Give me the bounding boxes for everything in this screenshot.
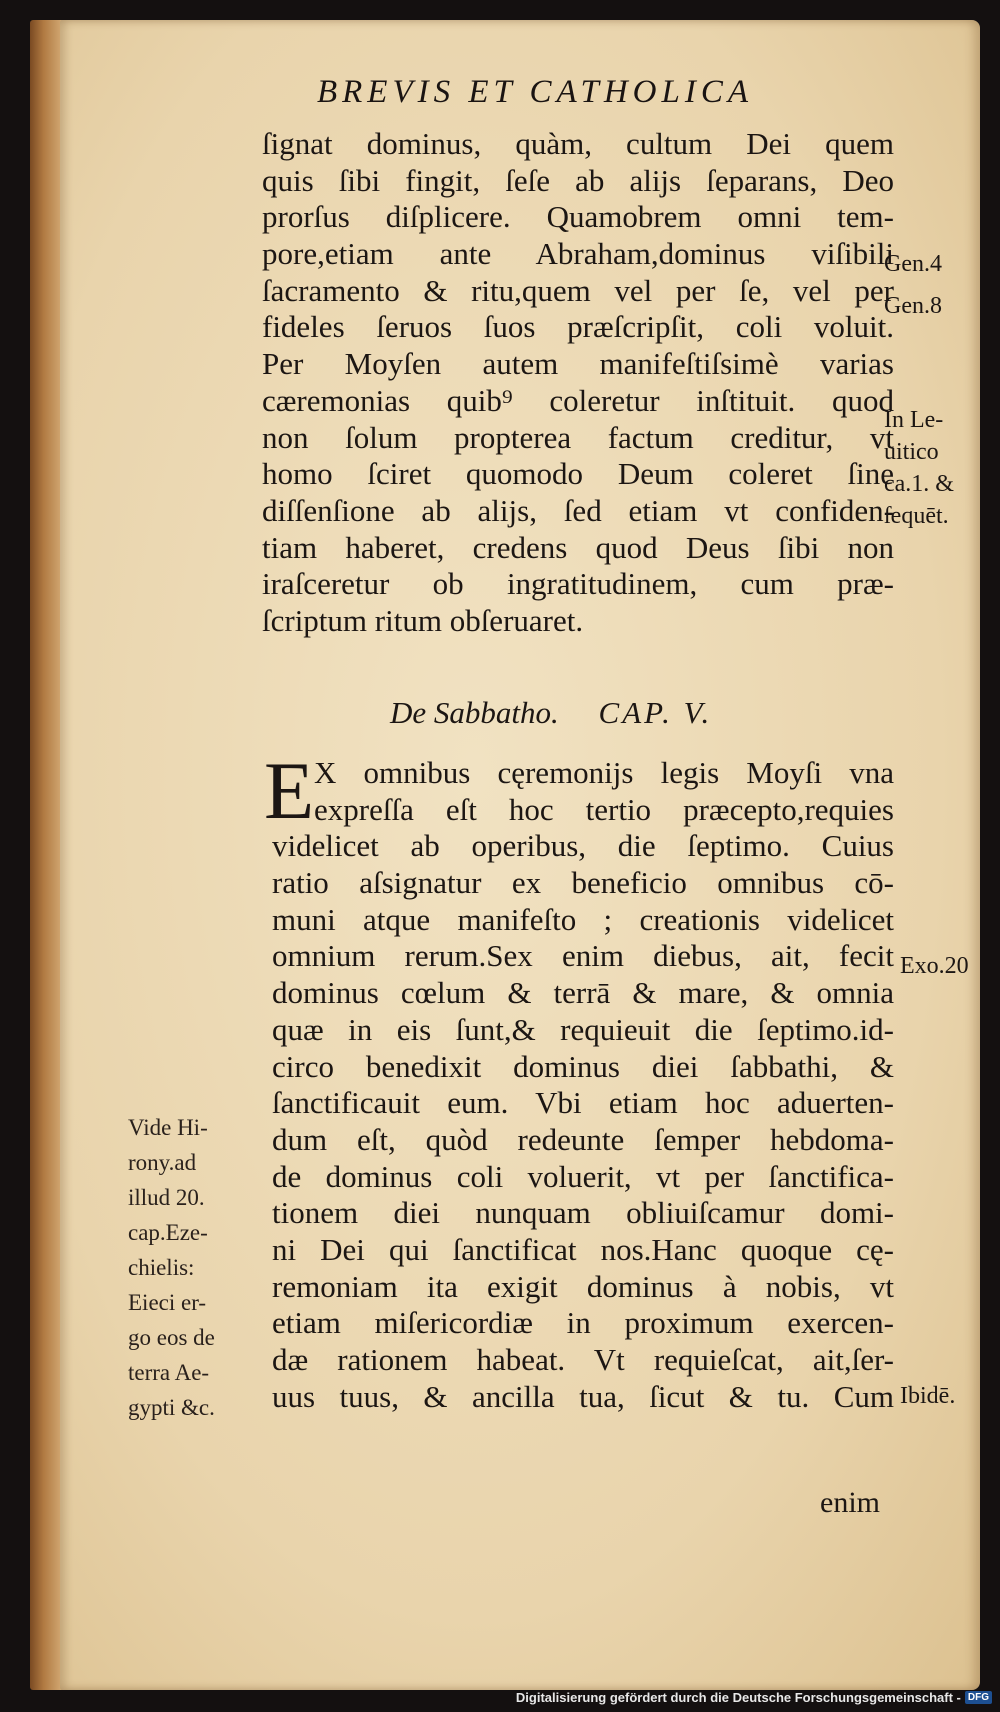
text-line: X omnibus cęremonijs legis Moyſi vna	[314, 755, 894, 790]
text-line: diſſenſione ab alijs, ſed etiam vt confiden-	[262, 492, 894, 528]
margin-note-line: go eos de	[128, 1325, 215, 1350]
text-line: uus tuus, & ancilla tua, ſicut & tu. Cum	[272, 1378, 894, 1414]
margin-note-line: illud 20.	[128, 1185, 205, 1210]
margin-note-ibidem: Ibidē.	[900, 1383, 956, 1409]
chapter-heading	[390, 695, 770, 739]
text-line: prorſus diſplicere. Quamobrem omni tem-	[262, 199, 894, 235]
text-line: tiam haberet, credens quod Deus ſibi non	[262, 529, 894, 565]
margin-note-line: Vide Hi-	[128, 1115, 208, 1140]
margin-note-exodus: Exo.20	[900, 953, 969, 979]
margin-note-line: gypti &c.	[128, 1395, 215, 1420]
margin-note-line: Eieci er-	[128, 1290, 207, 1315]
text-line: etiam miſericordiæ in proximum exercen-	[272, 1305, 894, 1341]
text-line: dominus cœlum & terrā & mare, & omnia	[272, 975, 894, 1011]
running-head: BREVIS ET CATHOLICA	[316, 74, 753, 110]
text-line: remoniam ita exigit dominus à nobis, vt	[272, 1268, 894, 1304]
upper-text-block	[262, 126, 894, 640]
margin-note-gen8: Gen.8	[884, 293, 942, 319]
text-line: Per Moyſen autem manifeſtiſsimè varias	[262, 346, 894, 382]
text-line: homo ſciret quomodo Deum coleret ſine	[262, 456, 894, 492]
margin-note-line: ca.1. &	[884, 471, 954, 497]
catchword: enim	[820, 1486, 880, 1519]
text-line: quis ſibi fingit, ſeſe ab alijs ſeparans, Deo	[262, 162, 894, 198]
margin-note-gen4: Gen.4	[884, 251, 942, 277]
text-line: dæ rationem habeat. Vt requieſcat, ait,ſer-	[272, 1342, 894, 1377]
margin-note-levitico	[884, 404, 954, 532]
margin-note-line: cap.Eze-	[128, 1220, 208, 1245]
text-line: dum eſt, quòd redeunte ſemper hebdoma-	[272, 1121, 894, 1157]
text-line: ſcriptum ritum obſeruaret.	[262, 602, 584, 638]
text-line: omnium rerum.Sex enim diebus, ait, fecit	[272, 938, 894, 974]
text-line: pore,etiam ante Abraham,dominus viſibili	[262, 236, 894, 272]
dfg-logo: DFG	[965, 1691, 992, 1704]
text-line: ſacramento & ritu,quem vel per ſe, vel per	[262, 272, 894, 308]
text-line: expreſſa eſt hoc tertio præcepto,requies	[314, 791, 894, 827]
text-line: videlicet ab operibus, die ſeptimo. Cuius	[272, 828, 894, 864]
text-line: quæ in eis ſunt,& requieuit die ſeptimo.id-	[272, 1011, 894, 1047]
text-line: muni atque manifeſto ; creationis videlicet	[272, 901, 894, 937]
drop-cap-initial: E	[264, 745, 315, 836]
text-line: ſignat dominus, quàm, cultum Dei quem	[262, 126, 894, 161]
text-line: de dominus coli voluerit, vt per ſanctifica-	[272, 1158, 894, 1194]
text-line: ratio aſsignatur ex beneficio omnibus cō-	[272, 865, 894, 901]
margin-note-line: ſequēt.	[884, 503, 949, 529]
text-line: fideles ſeruos ſuos præſcripſit, coli voluit.	[262, 309, 894, 345]
text-line: circo benedixit dominus diei ſabbathi, &	[272, 1048, 894, 1084]
text-line: non ſolum propterea factum creditur, vt	[262, 419, 894, 455]
margin-note-line: In Le-	[884, 407, 944, 433]
text-line: ni Dei qui ſanctificat nos.Hanc quoque cę-	[272, 1231, 894, 1267]
credit-text: Digitalisierung gefördert durch die Deutsche Forschungsgemeinschaft -	[515, 1689, 961, 1705]
book-binding-edge	[30, 20, 64, 1690]
text-line: iraſceretur ob ingratitudinem, cum præ-	[262, 566, 894, 602]
text-line: cæremonias quib⁹ coleretur inſtituit. quod	[262, 382, 894, 418]
text-line: tionem diei nunquam obliuiſcamur domi-	[272, 1195, 894, 1231]
chapter-text-block	[272, 755, 894, 1415]
chapter-number: CAP. V.	[598, 695, 713, 730]
chapter-title: De Sabbatho.	[390, 695, 559, 730]
margin-note-line: chielis:	[128, 1255, 195, 1280]
margin-note-line: uitico	[884, 439, 939, 465]
margin-note-line: terra Ae-	[128, 1360, 210, 1385]
digitization-credit	[516, 1686, 992, 1708]
text-line: ſanctificauit eum. Vbi etiam hoc aduerten-	[272, 1085, 894, 1121]
margin-note-line: rony.ad	[128, 1150, 197, 1175]
margin-note-hieronymus	[128, 1110, 258, 1425]
